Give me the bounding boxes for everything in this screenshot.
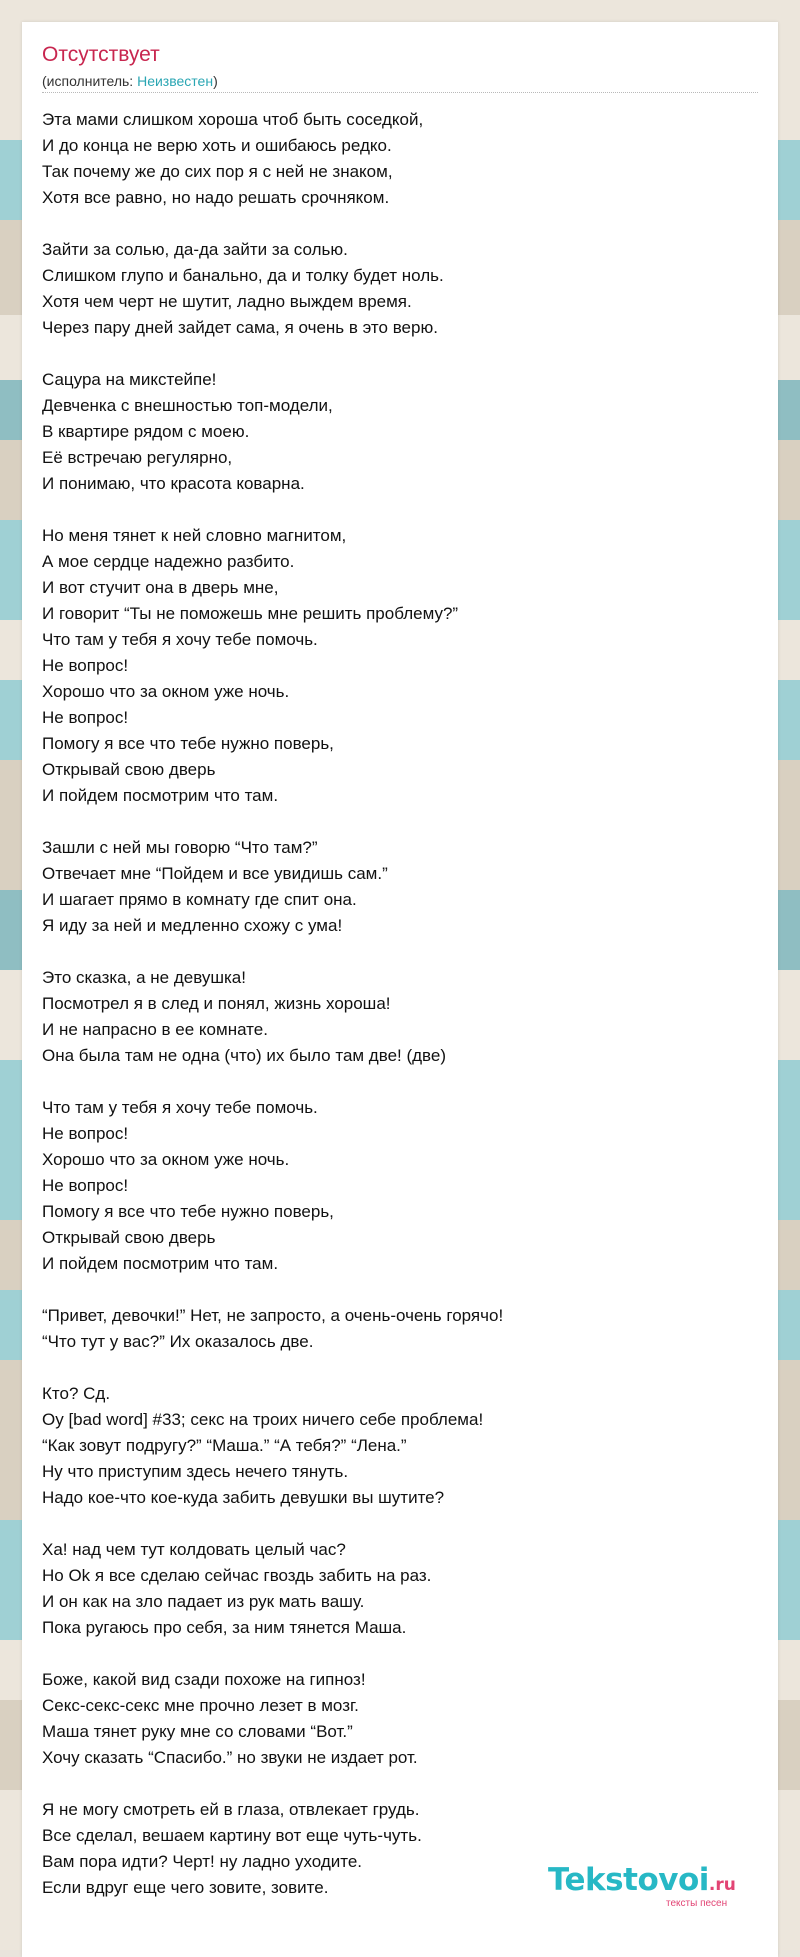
lyric-line: Хорошо что за окном уже ночь. (42, 1150, 290, 1169)
stanza-break (42, 939, 758, 965)
title-divider (42, 92, 758, 93)
lyric-line: И вот стучит она в дверь мне, (42, 578, 279, 597)
site-logo[interactable] (548, 1862, 762, 1912)
lyric-line: И пойдем посмотрим что там. (42, 786, 279, 805)
lyric-line: “Как зовут подругу?” “Маша.” “А тебя?” “Лена.” (42, 1436, 407, 1455)
artist-link[interactable]: Неизвестен (137, 73, 214, 89)
lyric-line: Вам пора идти? Черт! ну ладно уходите. (42, 1852, 363, 1871)
stanza-break (42, 497, 758, 523)
stanza-break (42, 1641, 758, 1667)
lyric-line: Эта мами слишком хороша чтоб быть соседкой, (42, 110, 424, 129)
lyric-line: И говорит “Ты не поможешь мне решить проблему?” (42, 604, 459, 623)
lyric-line: Она была там не одна (что) их было там две! (две) (42, 1046, 447, 1065)
logo-tld: .ru (708, 1875, 736, 1895)
lyric-line: Секс-секс-секс мне прочно лезет в мозг. (42, 1696, 359, 1715)
lyric-line: И не напрасно в ее комнате. (42, 1020, 268, 1039)
lyric-line: Открывай свою дверь (42, 760, 216, 779)
stanza-break (42, 341, 758, 367)
lyric-line: Я иду за ней и медленно схожу с ума! (42, 916, 343, 935)
lyric-line: А мое сердце надежно разбито. (42, 552, 295, 571)
lyric-line: Зайти за солью, да-да зайти за солью. (42, 240, 348, 259)
lyric-line: Так почему же до сих пор я с ней не знаком, (42, 162, 393, 181)
lyrics-card (22, 22, 778, 1957)
lyric-line: Пока ругаюсь про себя, за ним тянется Маша. (42, 1618, 407, 1637)
lyric-line: Что там у тебя я хочу тебе помочь. (42, 630, 318, 649)
lyric-line: Оу [bad word] #33; секс на троих ничего себе проблема! (42, 1410, 484, 1429)
lyric-line: Посмотрел я в след и понял, жизнь хороша! (42, 994, 391, 1013)
lyric-line: Ха! над чем тут колдовать целый час? (42, 1540, 346, 1559)
lyric-line: Не вопрос! (42, 1176, 129, 1195)
stanza-break (42, 809, 758, 835)
lyric-line: Хотя все равно, но надо решать срочняком. (42, 188, 390, 207)
lyric-line: Отвечает мне “Пойдем и все увидишь сам.” (42, 864, 388, 883)
lyric-line: Сацура на микстейпе! (42, 370, 217, 389)
lyric-line: Не вопрос! (42, 656, 129, 675)
stanza-break (42, 1771, 758, 1797)
stanza-break (42, 1277, 758, 1303)
stanza-break (42, 1069, 758, 1095)
lyric-line: Ну что приступим здесь нечего тянуть. (42, 1462, 349, 1481)
lyric-line: Слишком глупо и банально, да и толку будет ноль. (42, 266, 444, 285)
stanza-break (42, 211, 758, 237)
lyric-line: Маша тянет руку мне со словами “Вот.” (42, 1722, 353, 1741)
lyric-line: Помогу я все что тебе нужно поверь, (42, 1202, 334, 1221)
lyric-line: Это сказка, а не девушка! (42, 968, 246, 987)
lyric-line: И до конца не верю хоть и ошибаюсь редко. (42, 136, 392, 155)
lyric-line: И пойдем посмотрим что там. (42, 1254, 279, 1273)
song-title: Отсутствует (42, 43, 160, 66)
lyric-line: Хотя чем черт не шутит, ладно выждем время. (42, 292, 412, 311)
lyric-line: Зашли с ней мы говорю “Что там?” (42, 838, 318, 857)
stanza-break (42, 1355, 758, 1381)
lyric-line: Кто? Сд. (42, 1384, 111, 1403)
lyric-line: И шагает прямо в комнату где спит она. (42, 890, 357, 909)
lyric-line: Не вопрос! (42, 1124, 129, 1143)
stanza-break (42, 1511, 758, 1537)
lyric-line: Её встречаю регулярно, (42, 448, 233, 467)
lyric-line: Хочу сказать “Спасибо.” но звуки не издает рот. (42, 1748, 418, 1767)
lyric-line: Хорошо что за окном уже ночь. (42, 682, 290, 701)
logo-brand: Tekstovoi (548, 1862, 709, 1898)
lyric-line: “Привет, девочки!” Нет, не запросто, а очень-очень горячо! (42, 1306, 504, 1325)
lyric-line: Помогу я все что тебе нужно поверь, (42, 734, 334, 753)
lyric-line: Через пару дней зайдет сама, я очень в это верю. (42, 318, 438, 337)
logo-wordmark (548, 1862, 736, 1898)
lyric-line: “Что тут у вас?” Их оказалось две. (42, 1332, 314, 1351)
artist-prefix: (исполнитель: (42, 73, 138, 89)
lyric-line: И он как на зло падает из рук мать вашу. (42, 1592, 365, 1611)
lyric-line: Что там у тебя я хочу тебе помочь. (42, 1098, 318, 1117)
lyric-line: Но меня тянет к ней словно магнитом, (42, 526, 347, 545)
lyric-line: Но Ok я все сделаю сейчас гвоздь забить на раз. (42, 1566, 432, 1585)
lyric-line: Не вопрос! (42, 708, 129, 727)
lyric-line: Надо кое-что кое-куда забить девушки вы шутите? (42, 1488, 445, 1507)
lyric-line: Если вдруг еще чего зовите, зовите. (42, 1878, 329, 1897)
lyric-line: Все сделал, вешаем картину вот еще чуть-чуть. (42, 1826, 422, 1845)
lyric-line: Девченка с внешностью топ-модели, (42, 396, 333, 415)
lyric-line: Я не могу смотреть ей в глаза, отвлекает грудь. (42, 1800, 420, 1819)
lyric-line: В квартире рядом с моею. (42, 422, 250, 441)
lyric-line: Открывай свою дверь (42, 1228, 216, 1247)
lyric-line: Боже, какой вид сзади похоже на гипноз! (42, 1670, 366, 1689)
lyric-line: И понимаю, что красота коварна. (42, 474, 305, 493)
lyrics-text (42, 107, 758, 1901)
logo-tagline: тексты песен (666, 1898, 728, 1909)
artist-suffix: ) (213, 73, 218, 89)
artist-line (42, 73, 218, 89)
